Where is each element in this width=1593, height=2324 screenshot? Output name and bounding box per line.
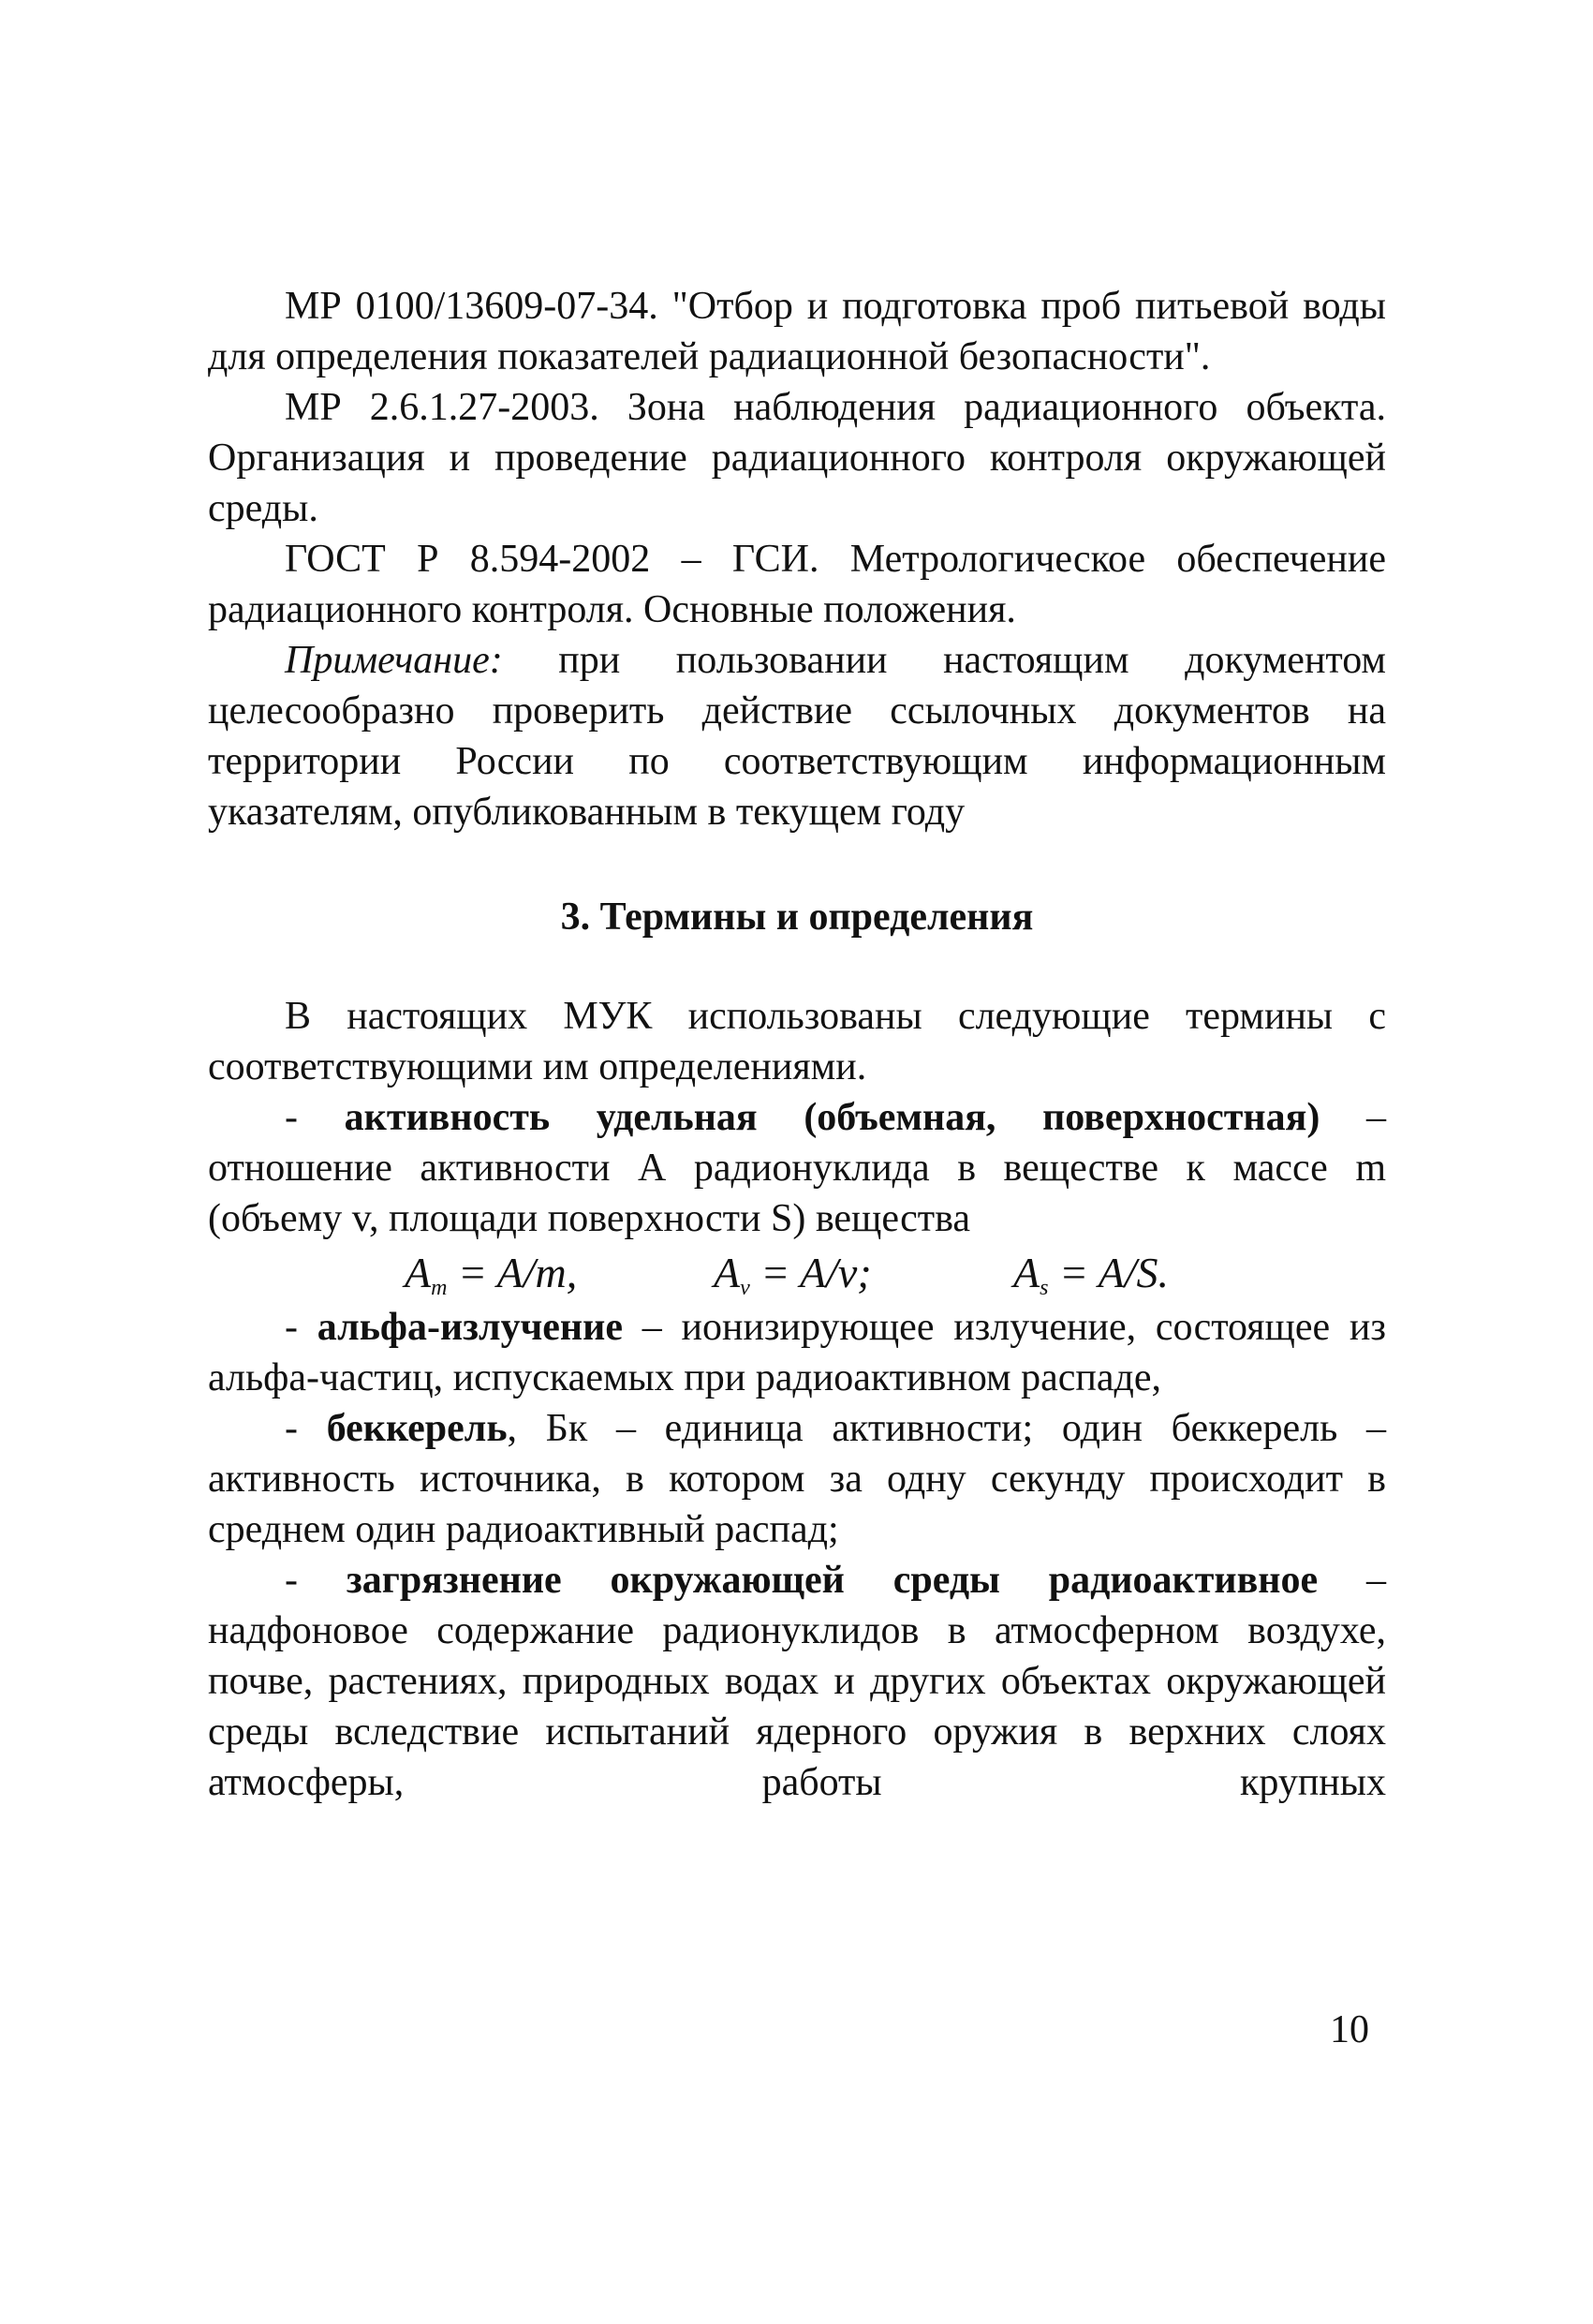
formula-volume-activity: $A_v = A/v$;: [714, 1249, 872, 1300]
page-number: 10: [1330, 2008, 1369, 2051]
term-name: активность удельная (объемная, поверхностная): [344, 1096, 1320, 1139]
term-prefix: -: [285, 1559, 347, 1602]
reference-mr-2-6-1: МР 2.6.1.27-2003. Зона наблюдения радиационного объекта. Организация и проведение радиационного контроля окружающей среды.: [208, 386, 1386, 530]
term-prefix: -: [285, 1306, 317, 1349]
note-text: при пользовании настоящим документом целесообразно проверить действие ссылочных документов на территории России по соответствующим информационным указателям, опубликованным в текущем году: [208, 639, 1386, 834]
term-item: [208, 1555, 1386, 1808]
term-definition: – отношение активности А радионуклида в веществе к массе m (объему v, площади поверхности S) вещества: [208, 1096, 1386, 1240]
section-heading: 3. Термины и определения: [560, 896, 1034, 939]
intro-paragraph: В настоящих МУК использованы следующие термины с соответствующими им определениями.: [208, 995, 1386, 1088]
term-name: беккерель: [326, 1407, 508, 1450]
term-name: альфа-излучение: [317, 1306, 623, 1349]
note-paragraph: [208, 635, 1386, 837]
term-prefix: -: [285, 1096, 345, 1139]
term-item: [208, 1403, 1386, 1555]
formula-surface-activity: $A_s = A/S$.: [1013, 1249, 1170, 1300]
term-prefix: -: [285, 1407, 327, 1450]
term-item: [208, 1302, 1386, 1403]
note-label: Примечание:: [285, 639, 503, 682]
term-name: загрязнение окружающей среды радиоактивное: [346, 1559, 1319, 1602]
document-page: [208, 281, 1386, 1808]
term-definition: – ионизирующее излучение, состоящее из альфа-частиц, испускаемых при радиоактивном распаде,: [208, 1306, 1386, 1399]
reference-mr-0100: МР 0100/13609-07-34. "Отбор и подготовка проб питьевой воды для определения показателей радиационной безопасности".: [208, 285, 1386, 378]
term-item: [208, 1092, 1386, 1244]
term-definition: , Бк – единица активности; один беккерель – активность источника, в котором за одну секунду происходит в среднем один радиоактивный распад;: [208, 1407, 1386, 1551]
term-definition: – надфоновое содержание радионуклидов в атмосферном воздухе, почве, растениях, природных водах и других объектах окружающей среды вследствие испытаний ядерного оружия в верхних слоях атмосферы, работы крупных: [208, 1559, 1386, 1804]
formula-specific-activity: $A_m = A/m$,: [405, 1249, 578, 1300]
reference-gost: ГОСТ Р 8.594-2002 – ГСИ. Метрологическое обеспечение радиационного контроля. Основные положения.: [208, 538, 1386, 631]
formula-row: [208, 1244, 1386, 1302]
